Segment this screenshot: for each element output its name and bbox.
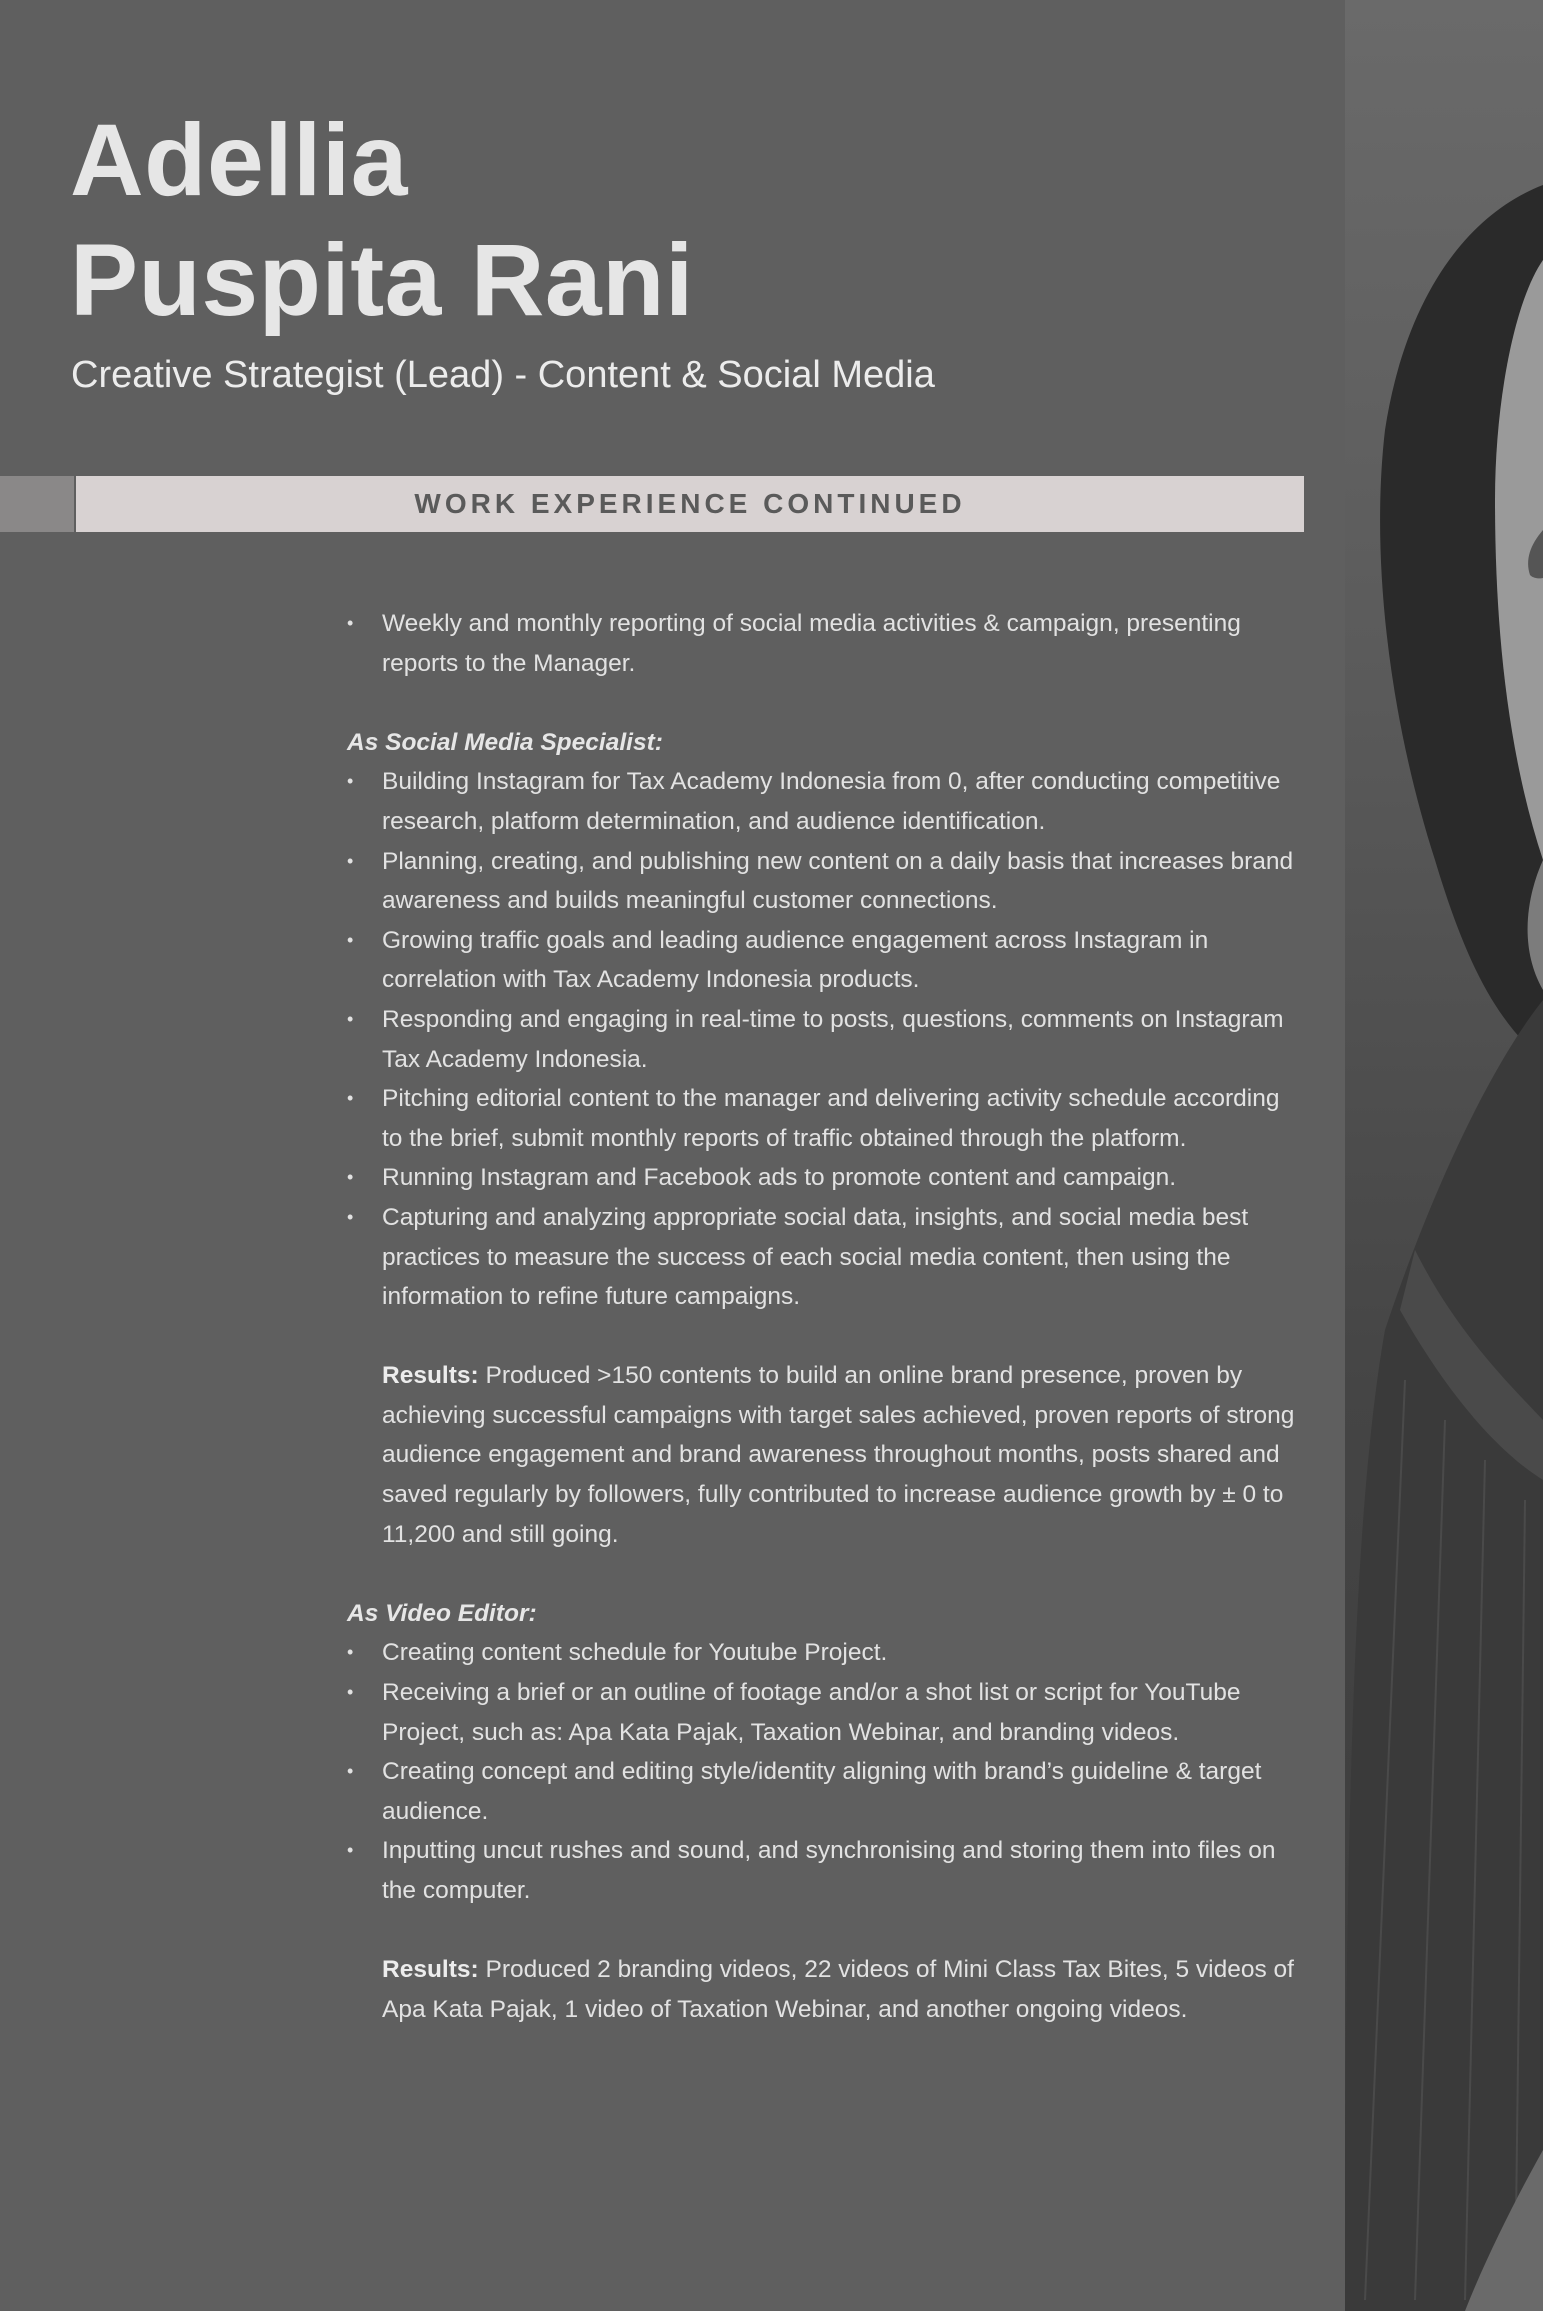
section-bar-accent: [0, 476, 74, 532]
list-item: • Pitching editorial content to the manager and delivering activity schedule according to the brief, submit monthly reports of traffic obtained through the platform.: [347, 1079, 1297, 1158]
list-item: • Weekly and monthly reporting of social media activities & campaign, presenting reports to the Manager.: [347, 604, 1297, 683]
results-text: Produced 2 branding videos, 22 videos of Mini Class Tax Bites, 5 videos of Apa Kata Pajak, 1 video of Taxation Webinar, and another ongoing videos.: [382, 1956, 1294, 2023]
list-item: • Capturing and analyzing appropriate social data, insights, and social media best practices to measure the success of each social media content, then using the information to refine future campaigns.: [347, 1198, 1297, 1317]
social-media-heading: As Social Media Specialist:: [347, 728, 663, 756]
list-item: • Creating concept and editing style/identity aligning with brand’s guideline & target audience.: [347, 1752, 1297, 1831]
results-text: Produced >150 contents to build an online brand presence, proven by achieving successful campaigns with target sales achieved, proven reports of strong audience engagement and brand awareness throughout months, posts shared and saved regularly by followers, fully contributed to increase audience growth by ± 0 to 11,200 and still going.: [382, 1362, 1295, 1548]
video-editor-list: [347, 1633, 1297, 1910]
social-media-results: [347, 1356, 1297, 1554]
list-item: • Receiving a brief or an outline of footage and/or a shot list or script for YouTube Project, such as: Apa Kata Pajak, Taxation Webinar, and branding videos.: [347, 1673, 1297, 1752]
list-item: • Growing traffic goals and leading audience engagement across Instagram in correlation with Tax Academy Indonesia products.: [347, 921, 1297, 1000]
person-name: [70, 100, 694, 340]
portrait-illustration: [1345, 0, 1543, 2311]
social-media-list: [347, 762, 1297, 1316]
job-title: Creative Strategist (Lead) - Content & Social Media: [71, 354, 935, 396]
intro-list: [347, 604, 1297, 683]
list-item: • Running Instagram and Facebook ads to promote content and campaign.: [347, 1158, 1297, 1198]
name-last: Puspita Rani: [70, 223, 694, 337]
section-header-bar: [76, 476, 1304, 532]
list-item: • Responding and engaging in real-time to posts, questions, comments on Instagram Tax Academy Indonesia.: [347, 1000, 1297, 1079]
section-title: WORK EXPERIENCE CONTINUED: [414, 488, 966, 519]
name-first: Adellia: [70, 103, 408, 217]
video-editor-heading: As Video Editor:: [347, 1599, 537, 1627]
video-editor-results: [347, 1950, 1297, 2029]
portrait-photo: [1345, 0, 1543, 2311]
list-item: • Building Instagram for Tax Academy Indonesia from 0, after conducting competitive research, platform determination, and audience identification.: [347, 762, 1297, 841]
results-label: Results:: [382, 1956, 479, 1984]
results-label: Results:: [382, 1362, 479, 1390]
list-item: • Creating content schedule for Youtube Project.: [347, 1633, 1297, 1673]
list-item: • Planning, creating, and publishing new content on a daily basis that increases brand awareness and builds meaningful customer connections.: [347, 842, 1297, 921]
work-experience-content: [347, 604, 1297, 2029]
list-item: • Inputting uncut rushes and sound, and synchronising and storing them into files on the computer.: [347, 1831, 1297, 1910]
